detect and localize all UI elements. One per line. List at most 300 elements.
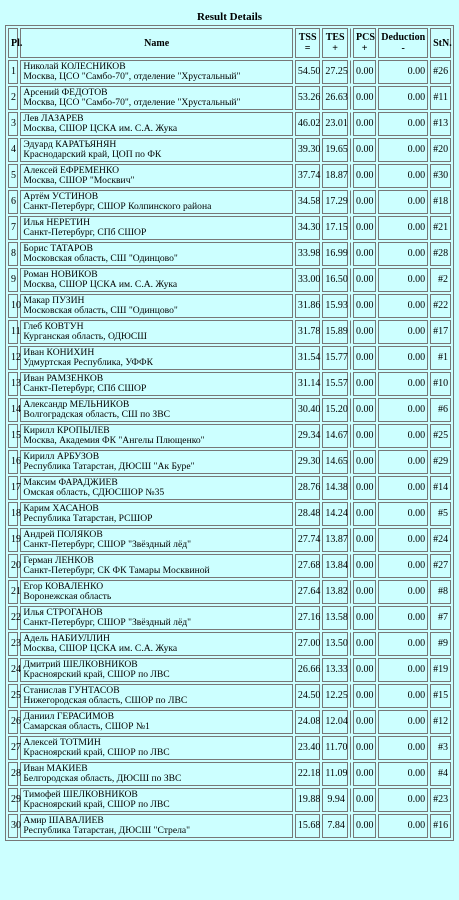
deduction-cell: 0.00 <box>378 554 428 578</box>
start-number-cell: #13 <box>430 112 451 136</box>
header-row <box>8 28 451 58</box>
header-tes-label: TES <box>325 32 345 43</box>
spacer-cell <box>350 762 351 786</box>
skater-club: Краснодарский край, ЦОП по ФК <box>23 149 162 160</box>
header-pcs <box>353 28 376 58</box>
deduction-cell: 0.00 <box>378 632 428 656</box>
skater-club: Омская область, СДЮСШОР №35 <box>23 487 165 498</box>
place-cell: 6 <box>8 190 18 214</box>
place-cell: 10 <box>8 294 18 318</box>
skater-cell <box>20 86 292 110</box>
skater-cell <box>20 580 292 604</box>
tss-cell: 31.54 <box>295 346 321 370</box>
tss-cell: 27.00 <box>295 632 321 656</box>
spacer-cell <box>350 86 351 110</box>
skater-club: Самарская область, СШОР №1 <box>23 721 150 732</box>
pcs-cell: 0.00 <box>353 450 376 474</box>
tss-cell: 27.16 <box>295 606 321 630</box>
start-number-cell: #7 <box>430 606 451 630</box>
table-row <box>8 606 451 630</box>
table-row <box>8 60 451 84</box>
deduction-cell: 0.00 <box>378 294 428 318</box>
pcs-cell: 0.00 <box>353 346 376 370</box>
results-body <box>8 60 451 838</box>
header-tss-sub: = <box>304 43 311 54</box>
deduction-cell: 0.00 <box>378 320 428 344</box>
pcs-cell: 0.00 <box>353 814 376 838</box>
skater-cell <box>20 606 292 630</box>
place-cell: 28 <box>8 762 18 786</box>
table-row <box>8 216 451 240</box>
skater-cell <box>20 398 292 422</box>
start-number-cell: #8 <box>430 580 451 604</box>
tss-cell: 27.68 <box>295 554 321 578</box>
tss-cell: 34.30 <box>295 216 321 240</box>
tes-cell: 11.70 <box>322 736 348 760</box>
skater-club: Санкт-Петербург, СШОР Колпинского района <box>23 201 212 212</box>
header-tes-sub: + <box>332 43 338 54</box>
tss-cell: 31.86 <box>295 294 321 318</box>
skater-club: Белгородская область, ДЮСШ по ЗВС <box>23 773 182 784</box>
spacer-cell <box>350 320 351 344</box>
start-number-cell: #23 <box>430 788 451 812</box>
header-deduction-sub: - <box>401 43 405 54</box>
skater-club: Удмуртская Республика, УФФК <box>23 357 153 368</box>
place-cell: 21 <box>8 580 18 604</box>
pcs-cell: 0.00 <box>353 580 376 604</box>
skater-name: Алексей ЕФРЕМЕНКО <box>23 165 120 176</box>
tes-cell: 13.87 <box>322 528 348 552</box>
pcs-cell: 0.00 <box>353 268 376 292</box>
spacer-cell <box>350 268 351 292</box>
table-row <box>8 424 451 448</box>
start-number-cell: #19 <box>430 658 451 682</box>
skater-name: Амир ШАВАЛИЕВ <box>23 815 104 826</box>
skater-cell <box>20 476 292 500</box>
skater-cell <box>20 424 292 448</box>
skater-club: Красноярский край, СШОР по ЛВС <box>23 669 170 680</box>
place-cell: 8 <box>8 242 18 266</box>
spacer-cell <box>350 138 351 162</box>
pcs-cell: 0.00 <box>353 398 376 422</box>
tes-cell: 14.67 <box>322 424 348 448</box>
skater-cell <box>20 242 292 266</box>
tss-cell: 54.50 <box>295 60 321 84</box>
tss-cell: 23.40 <box>295 736 321 760</box>
tss-cell: 19.88 <box>295 788 321 812</box>
pcs-cell: 0.00 <box>353 138 376 162</box>
skater-name: Макар ПУЗИН <box>23 295 85 306</box>
header-tss <box>295 28 321 58</box>
pcs-cell: 0.00 <box>353 632 376 656</box>
tes-cell: 19.65 <box>322 138 348 162</box>
tes-cell: 14.38 <box>322 476 348 500</box>
table-row <box>8 138 451 162</box>
place-cell: 22 <box>8 606 18 630</box>
skater-cell <box>20 190 292 214</box>
spacer-cell <box>350 424 351 448</box>
pcs-cell: 0.00 <box>353 372 376 396</box>
deduction-cell: 0.00 <box>378 580 428 604</box>
deduction-cell: 0.00 <box>378 346 428 370</box>
tes-cell: 13.33 <box>322 658 348 682</box>
tes-cell: 9.94 <box>322 788 348 812</box>
skater-name: Дмитрий ШЕЛКОВНИКОВ <box>23 659 138 670</box>
table-row <box>8 684 451 708</box>
tss-cell: 15.68 <box>295 814 321 838</box>
pcs-cell: 0.00 <box>353 294 376 318</box>
table-row <box>8 112 451 136</box>
tss-cell: 39.30 <box>295 138 321 162</box>
spacer-cell <box>350 788 351 812</box>
tss-cell: 29.30 <box>295 450 321 474</box>
skater-name: Максим ФАРАДЖИЕВ <box>23 477 118 488</box>
pcs-cell: 0.00 <box>353 424 376 448</box>
tss-cell: 31.14 <box>295 372 321 396</box>
place-cell: 4 <box>8 138 18 162</box>
skater-club: Москва, СШОР ЦСКА им. С.А. Жука <box>23 123 178 134</box>
skater-name: Борис ТАТАРОВ <box>23 243 93 254</box>
skater-name: Иван КОНИХИН <box>23 347 95 358</box>
skater-club: Республика Татарстан, ДЮСШ "Стрела" <box>23 825 191 836</box>
tes-cell: 15.77 <box>322 346 348 370</box>
start-number-cell: #4 <box>430 762 451 786</box>
skater-cell <box>20 528 292 552</box>
start-number-cell: #1 <box>430 346 451 370</box>
tes-cell: 14.24 <box>322 502 348 526</box>
spacer-cell <box>350 190 351 214</box>
header-pcs-sub: + <box>361 43 368 54</box>
table-row <box>8 788 451 812</box>
spacer-cell <box>350 398 351 422</box>
skater-cell <box>20 814 292 838</box>
pcs-cell: 0.00 <box>353 710 376 734</box>
tes-cell: 18.87 <box>322 164 348 188</box>
place-cell: 26 <box>8 710 18 734</box>
skater-name: Лев ЛАЗАРЕВ <box>23 113 84 124</box>
skater-name: Кирилл АРБУЗОВ <box>23 451 100 462</box>
deduction-cell: 0.00 <box>378 242 428 266</box>
place-cell: 17 <box>8 476 18 500</box>
pcs-cell: 0.00 <box>353 190 376 214</box>
spacer-cell <box>350 112 351 136</box>
tss-cell: 27.74 <box>295 528 321 552</box>
place-cell: 12 <box>8 346 18 370</box>
pcs-cell: 0.00 <box>353 476 376 500</box>
pcs-cell: 0.00 <box>353 242 376 266</box>
skater-name: Александр МЕЛЬНИКОВ <box>23 399 130 410</box>
skater-cell <box>20 320 292 344</box>
place-cell: 16 <box>8 450 18 474</box>
deduction-cell: 0.00 <box>378 502 428 526</box>
tss-cell: 53.26 <box>295 86 321 110</box>
skater-cell <box>20 502 292 526</box>
tes-cell: 13.82 <box>322 580 348 604</box>
deduction-cell: 0.00 <box>378 424 428 448</box>
tes-cell: 16.99 <box>322 242 348 266</box>
skater-club: Красноярский край, СШОР по ЛВС <box>23 747 170 758</box>
skater-name: Егор КОВАЛЕНКО <box>23 581 104 592</box>
start-number-cell: #3 <box>430 736 451 760</box>
tes-cell: 13.84 <box>322 554 348 578</box>
skater-name: Кирилл КРОПЫЛЕВ <box>23 425 110 436</box>
spacer-cell <box>350 164 351 188</box>
skater-cell <box>20 632 292 656</box>
table-row <box>8 164 451 188</box>
start-number-cell: #12 <box>430 710 451 734</box>
place-cell: 24 <box>8 658 18 682</box>
spacer-cell <box>350 216 351 240</box>
spacer-cell <box>350 814 351 838</box>
table-row <box>8 632 451 656</box>
tss-cell: 29.34 <box>295 424 321 448</box>
deduction-cell: 0.00 <box>378 762 428 786</box>
spacer-cell <box>350 372 351 396</box>
skater-cell <box>20 60 292 84</box>
spacer-cell <box>350 346 351 370</box>
pcs-cell: 0.00 <box>353 788 376 812</box>
skater-club: Республика Татарстан, РСШОР <box>23 513 153 524</box>
deduction-cell: 0.00 <box>378 684 428 708</box>
place-cell: 20 <box>8 554 18 578</box>
skater-name: Иван РАМЗЕНКОВ <box>23 373 104 384</box>
pcs-cell: 0.00 <box>353 502 376 526</box>
deduction-cell: 0.00 <box>378 476 428 500</box>
start-number-cell: #25 <box>430 424 451 448</box>
deduction-cell: 0.00 <box>378 788 428 812</box>
header-deduction <box>378 28 428 58</box>
start-number-cell: #28 <box>430 242 451 266</box>
tss-cell: 34.58 <box>295 190 321 214</box>
tes-cell: 11.09 <box>322 762 348 786</box>
header-pcs-label: PCS <box>356 32 375 43</box>
deduction-cell: 0.00 <box>378 268 428 292</box>
pcs-cell: 0.00 <box>353 164 376 188</box>
tss-cell: 33.00 <box>295 268 321 292</box>
tss-cell: 31.78 <box>295 320 321 344</box>
skater-name: Станислав ГУНТАСОВ <box>23 685 120 696</box>
skater-cell <box>20 736 292 760</box>
header-deduction-label: Deduction <box>381 32 426 43</box>
place-cell: 23 <box>8 632 18 656</box>
start-number-cell: #9 <box>430 632 451 656</box>
tss-cell: 28.48 <box>295 502 321 526</box>
pcs-cell: 0.00 <box>353 320 376 344</box>
tes-cell: 15.89 <box>322 320 348 344</box>
tes-cell: 27.25 <box>322 60 348 84</box>
tss-cell: 37.74 <box>295 164 321 188</box>
deduction-cell: 0.00 <box>378 216 428 240</box>
tss-cell: 30.40 <box>295 398 321 422</box>
tss-cell: 27.64 <box>295 580 321 604</box>
start-number-cell: #16 <box>430 814 451 838</box>
start-number-cell: #30 <box>430 164 451 188</box>
table-row <box>8 320 451 344</box>
start-number-cell: #17 <box>430 320 451 344</box>
skater-club: Москва, ЦСО "Самбо-70", отделение "Хрустальный" <box>23 97 241 108</box>
skater-name: Арсений ФЕДОТОВ <box>23 87 108 98</box>
spacer-cell <box>350 450 351 474</box>
spacer-cell <box>350 476 351 500</box>
skater-club: Санкт-Петербург, СПб СШОР <box>23 227 147 238</box>
place-cell: 3 <box>8 112 18 136</box>
place-cell: 27 <box>8 736 18 760</box>
skater-cell <box>20 216 292 240</box>
tss-cell: 46.02 <box>295 112 321 136</box>
tes-cell: 15.93 <box>322 294 348 318</box>
pcs-cell: 0.00 <box>353 684 376 708</box>
deduction-cell: 0.00 <box>378 658 428 682</box>
spacer-cell <box>350 554 351 578</box>
start-number-cell: #11 <box>430 86 451 110</box>
spacer-cell <box>350 632 351 656</box>
deduction-cell: 0.00 <box>378 372 428 396</box>
start-number-cell: #22 <box>430 294 451 318</box>
table-row <box>8 580 451 604</box>
skater-club: Москва, СШОР ЦСКА им. С.А. Жука <box>23 643 178 654</box>
spacer-cell <box>350 528 351 552</box>
place-cell: 1 <box>8 60 18 84</box>
deduction-cell: 0.00 <box>378 398 428 422</box>
place-cell: 18 <box>8 502 18 526</box>
start-number-cell: #27 <box>430 554 451 578</box>
place-cell: 13 <box>8 372 18 396</box>
spacer-cell <box>350 502 351 526</box>
deduction-cell: 0.00 <box>378 60 428 84</box>
spacer-cell <box>350 580 351 604</box>
spacer-cell <box>350 606 351 630</box>
skater-cell <box>20 346 292 370</box>
place-cell: 7 <box>8 216 18 240</box>
start-number-cell: #6 <box>430 398 451 422</box>
tes-cell: 13.58 <box>322 606 348 630</box>
table-row <box>8 268 451 292</box>
skater-club: Москва, Академия ФК "Ангелы Плющенко" <box>23 435 205 446</box>
skater-cell <box>20 112 292 136</box>
start-number-cell: #18 <box>430 190 451 214</box>
place-cell: 25 <box>8 684 18 708</box>
skater-cell <box>20 658 292 682</box>
table-row <box>8 346 451 370</box>
pcs-cell: 0.00 <box>353 762 376 786</box>
skater-cell <box>20 684 292 708</box>
skater-cell <box>20 554 292 578</box>
tes-cell: 15.20 <box>322 398 348 422</box>
skater-name: Андрей ПОЛЯКОВ <box>23 529 103 540</box>
skater-cell <box>20 138 292 162</box>
start-number-cell: #21 <box>430 216 451 240</box>
start-number-cell: #14 <box>430 476 451 500</box>
pcs-cell: 0.00 <box>353 554 376 578</box>
tss-cell: 33.98 <box>295 242 321 266</box>
skater-name: Даниил ГЕРАСИМОВ <box>23 711 114 722</box>
skater-club: Санкт-Петербург, СК ФК Тамары Москвиной <box>23 565 210 576</box>
skater-name: Илья НЕРЕТИН <box>23 217 91 228</box>
deduction-cell: 0.00 <box>378 138 428 162</box>
table-row <box>8 528 451 552</box>
tes-cell: 12.25 <box>322 684 348 708</box>
skater-club: Москва, ЦСО "Самбо-70", отделение "Хрустальный" <box>23 71 241 82</box>
skater-club: Воронежская область <box>23 591 112 602</box>
start-number-cell: #5 <box>430 502 451 526</box>
deduction-cell: 0.00 <box>378 164 428 188</box>
table-row <box>8 398 451 422</box>
table-row <box>8 762 451 786</box>
skater-name: Эдуард КАРАТЬЯНЯН <box>23 139 117 150</box>
deduction-cell: 0.00 <box>378 112 428 136</box>
skater-name: Герман ЛЕНКОВ <box>23 555 94 566</box>
deduction-cell: 0.00 <box>378 736 428 760</box>
table-row <box>8 450 451 474</box>
start-number-cell: #20 <box>430 138 451 162</box>
table-row <box>8 736 451 760</box>
tes-cell: 23.01 <box>322 112 348 136</box>
skater-name: Алексей ТОТМИН <box>23 737 101 748</box>
table-row <box>8 710 451 734</box>
skater-name: Иван МАКИЕВ <box>23 763 88 774</box>
table-row <box>8 502 451 526</box>
pcs-cell: 0.00 <box>353 86 376 110</box>
skater-cell <box>20 710 292 734</box>
tss-cell: 28.76 <box>295 476 321 500</box>
skater-club: Москва, СШОР "Москвич" <box>23 175 135 186</box>
skater-cell <box>20 762 292 786</box>
skater-cell <box>20 372 292 396</box>
place-cell: 5 <box>8 164 18 188</box>
spacer-cell <box>350 242 351 266</box>
skater-club: Санкт-Петербург, СПб СШОР <box>23 383 147 394</box>
skater-club: Московская область, СШ "Одинцово" <box>23 253 178 264</box>
skater-name: Адель НАБИУЛЛИН <box>23 633 110 644</box>
header-place: Pl. <box>8 28 18 58</box>
skater-club: Московская область, СШ "Одинцово" <box>23 305 178 316</box>
start-number-cell: #15 <box>430 684 451 708</box>
place-cell: 11 <box>8 320 18 344</box>
place-cell: 14 <box>8 398 18 422</box>
spacer-cell <box>350 60 351 84</box>
start-number-cell: #10 <box>430 372 451 396</box>
deduction-cell: 0.00 <box>378 450 428 474</box>
deduction-cell: 0.00 <box>378 190 428 214</box>
skater-name: Николай КОЛЕСНИКОВ <box>23 61 126 72</box>
table-row <box>8 242 451 266</box>
start-number-cell: #26 <box>430 60 451 84</box>
skater-club: Волгоградская область, СШ по ЗВС <box>23 409 171 420</box>
spacer-cell <box>350 684 351 708</box>
skater-club: Санкт-Петербург, СШОР "Звёздный лёд" <box>23 617 192 628</box>
deduction-cell: 0.00 <box>378 86 428 110</box>
deduction-cell: 0.00 <box>378 528 428 552</box>
skater-club: Красноярский край, СШОР по ЛВС <box>23 799 170 810</box>
skater-club: Санкт-Петербург, СШОР "Звёздный лёд" <box>23 539 192 550</box>
header-spacer <box>350 28 351 58</box>
tes-cell: 17.15 <box>322 216 348 240</box>
tes-cell: 17.29 <box>322 190 348 214</box>
tss-cell: 26.66 <box>295 658 321 682</box>
table-row <box>8 86 451 110</box>
page-title: Result Details <box>196 11 263 23</box>
place-cell: 2 <box>8 86 18 110</box>
pcs-cell: 0.00 <box>353 606 376 630</box>
tss-cell: 24.08 <box>295 710 321 734</box>
spacer-cell <box>350 294 351 318</box>
start-number-cell: #2 <box>430 268 451 292</box>
tes-cell: 13.50 <box>322 632 348 656</box>
place-cell: 15 <box>8 424 18 448</box>
skater-name: Глеб КОВТУН <box>23 321 84 332</box>
header-name: Name <box>20 28 292 58</box>
spacer-cell <box>350 710 351 734</box>
